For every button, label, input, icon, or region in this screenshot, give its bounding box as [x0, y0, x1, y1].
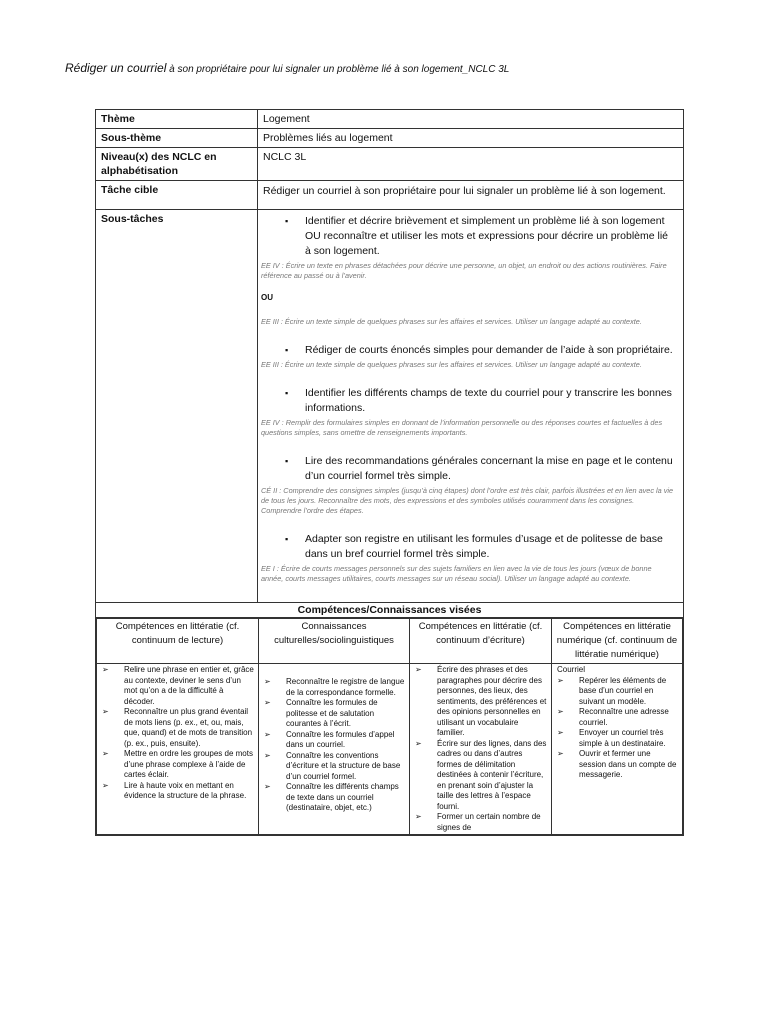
row-sous-theme — [96, 129, 684, 148]
list-item: ➢ Relire une phrase en entier et, grâce au contexte, deviner le sens d’un mot qu’on a de la difficulté à décoder. — [100, 665, 255, 707]
col-lecture — [97, 664, 259, 835]
col-header-lecture: Compétences en littératie (cf. continuum de lecture) — [97, 619, 259, 664]
list-item: ➢ Connaître les formules de politesse et de salutation courantes à l’écrit. — [262, 698, 406, 730]
list-item: ➢ Écrire des phrases et des paragraphes pour décrire des personnes, des lieux, des sentiments, des préférences et des opinions personnelles en utilisant un vocabulaire familier. — [413, 665, 548, 739]
sous-theme-value: Problèmes liés au logement — [258, 129, 684, 148]
numerique-intro: Courriel — [557, 665, 586, 674]
subtask-1-alt-note: EE III : Écrire un texte simple de quelques phrases sur les affaires et services. Utiliser un langage adapté au contexte. — [261, 317, 642, 326]
numerique-list — [555, 676, 679, 781]
title-lead: Rédiger un courriel — [65, 61, 167, 75]
niveau-label: Niveau(x) des NCLC en alphabétisation — [96, 148, 258, 181]
col-numerique — [552, 664, 683, 835]
list-item: ➢ Connaître les différents champs de texte dans un courriel (destinataire, objet, etc.) — [262, 782, 406, 814]
list-item: ➢ Former un certain nombre de signes de — [413, 812, 548, 833]
col-ecriture — [410, 664, 552, 835]
subtask-2: ▪ Rédiger de courts énoncés simples pour demander de l’aide à son propriétaire. — [261, 343, 675, 358]
list-item: ➢ Écrire sur des lignes, dans des cadres ou dans d’autres formes de délimitation destinées à contenir l’écriture, en prenant soin d’ajuster la taille des lettres à l’espace fourni. — [413, 739, 548, 813]
subtask-5-note: EE I : Écrire de courts messages personnels sur des sujets familiers en lien avec la vie de tous les jours (vœux de bonne année, courts messages utilitaires, courts messages sur un réseau social). Utiliser un langage adapté au contexte. — [261, 564, 652, 583]
row-competences-heading — [96, 603, 684, 618]
subtask-1-note: EE IV : Écrire un texte en phrases détachées pour décrire une personne, un objet, un endroit ou des actions routinières. Faire référence au passé ou à l’avenir. — [261, 261, 667, 280]
list-item: ➢ Connaître les conventions d’écriture et la structure de base d’un courriel formel. — [262, 751, 406, 783]
col-header-culturelles: Connaissances culturelles/sociolinguistiques — [259, 619, 410, 664]
list-item: ➢ Reconnaître une adresse courriel. — [555, 707, 679, 728]
list-item: ➢ Repérer les éléments de base d’un courriel en suivant un modèle. — [555, 676, 679, 708]
row-tache — [96, 181, 684, 210]
lecture-list — [100, 665, 255, 802]
subtask-2-note: EE III : Écrire un texte simple de quelques phrases sur les affaires et services. Utiliser un langage adapté au contexte. — [261, 360, 642, 369]
subtask-1: ▪ Identifier et décrire brièvement et simplement un problème lié à son logement OU reconnaître et utiliser les mots et expressions pour décrire un problème lié à son logement. — [261, 214, 675, 259]
row-competences — [96, 618, 684, 836]
subtask-5: ▪ Adapter son registre en utilisant les formules d’usage et de politesse de base dans un bref courriel formel très simple. — [261, 532, 675, 562]
task-table — [95, 109, 684, 836]
list-item: ➢ Lire à haute voix en mettant en évidence la structure de la phrase. — [100, 781, 255, 802]
theme-label: Thème — [96, 110, 258, 129]
list-item: ➢ Ouvrir et fermer une session dans un compte de messagerie. — [555, 749, 679, 781]
list-item: ➢ Envoyer un courriel très simple à un destinataire. — [555, 728, 679, 749]
competences-heading: Compétences/Connaissances visées — [96, 603, 684, 618]
list-item: ➢ Mettre en ordre les groupes de mots d’une phrase complexe à l’aide de cartes éclair. — [100, 749, 255, 781]
niveau-value: NCLC 3L — [258, 148, 684, 181]
row-theme — [96, 110, 684, 129]
row-niveau — [96, 148, 684, 181]
culturelles-list — [262, 677, 406, 814]
competences-header-row — [97, 619, 683, 664]
col-header-ecriture: Compétences en littératie (cf. continuum d’écriture) — [410, 619, 552, 664]
tache-value: Rédiger un courriel à son propriétaire pour lui signaler un problème lié à son logement. — [258, 181, 684, 210]
subtask-3: ▪ Identifier les différents champs de texte du courriel pour y transcrire les bonnes informations. — [261, 386, 675, 416]
competences-table — [96, 618, 683, 835]
sous-taches-content — [258, 210, 684, 603]
subtask-3-note: EE IV : Remplir des formulaires simples en donnant de l’information personnelle ou des réponses courtes et factuelles à des questions simples, sans omettre de renseignements importants. — [261, 418, 663, 437]
row-sous-taches — [96, 210, 684, 603]
subtask-4: ▪ Lire des recommandations générales concernant la mise en page et le contenu d’un courriel formel très simple. — [261, 454, 675, 484]
ou-separator: OU — [261, 293, 273, 302]
theme-value: Logement — [258, 110, 684, 129]
list-item: ➢ Reconnaître le registre de langue de la correspondance formelle. — [262, 677, 406, 698]
list-item: ➢ Reconnaître un plus grand éventail de mots liens (p. ex., et, ou, mais, que, quand) et de mots de transition (p. ex., puis, ensuite). — [100, 707, 255, 749]
col-header-numerique: Compétences en littératie numérique (cf. continuum de littératie numérique) — [552, 619, 683, 664]
list-item: ➢ Connaître les formules d’appel dans un courriel. — [262, 730, 406, 751]
competences-wrapper — [96, 618, 684, 836]
document-title — [65, 61, 509, 75]
sous-theme-label: Sous-thème — [96, 129, 258, 148]
competences-body-row — [97, 664, 683, 835]
tache-label: Tâche cible — [96, 181, 258, 210]
sous-taches-label: Sous-tâches — [96, 210, 258, 603]
subtask-4-note: CÉ II : Comprendre des consignes simples (jusqu’à cinq étapes) dont l’ordre est très clair, parfois illustrées et en lien avec la vie de tous les jours. Reconnaître des mots, des expressions et des symboles utilisés couramment dans les consignes. Comprendre l’ordre des étapes. — [261, 486, 674, 515]
title-rest: à son propriétaire pour lui signaler un problème lié à son logement_NCLC 3L — [166, 64, 510, 75]
ecriture-list — [413, 665, 548, 833]
col-culturelles — [259, 664, 410, 835]
